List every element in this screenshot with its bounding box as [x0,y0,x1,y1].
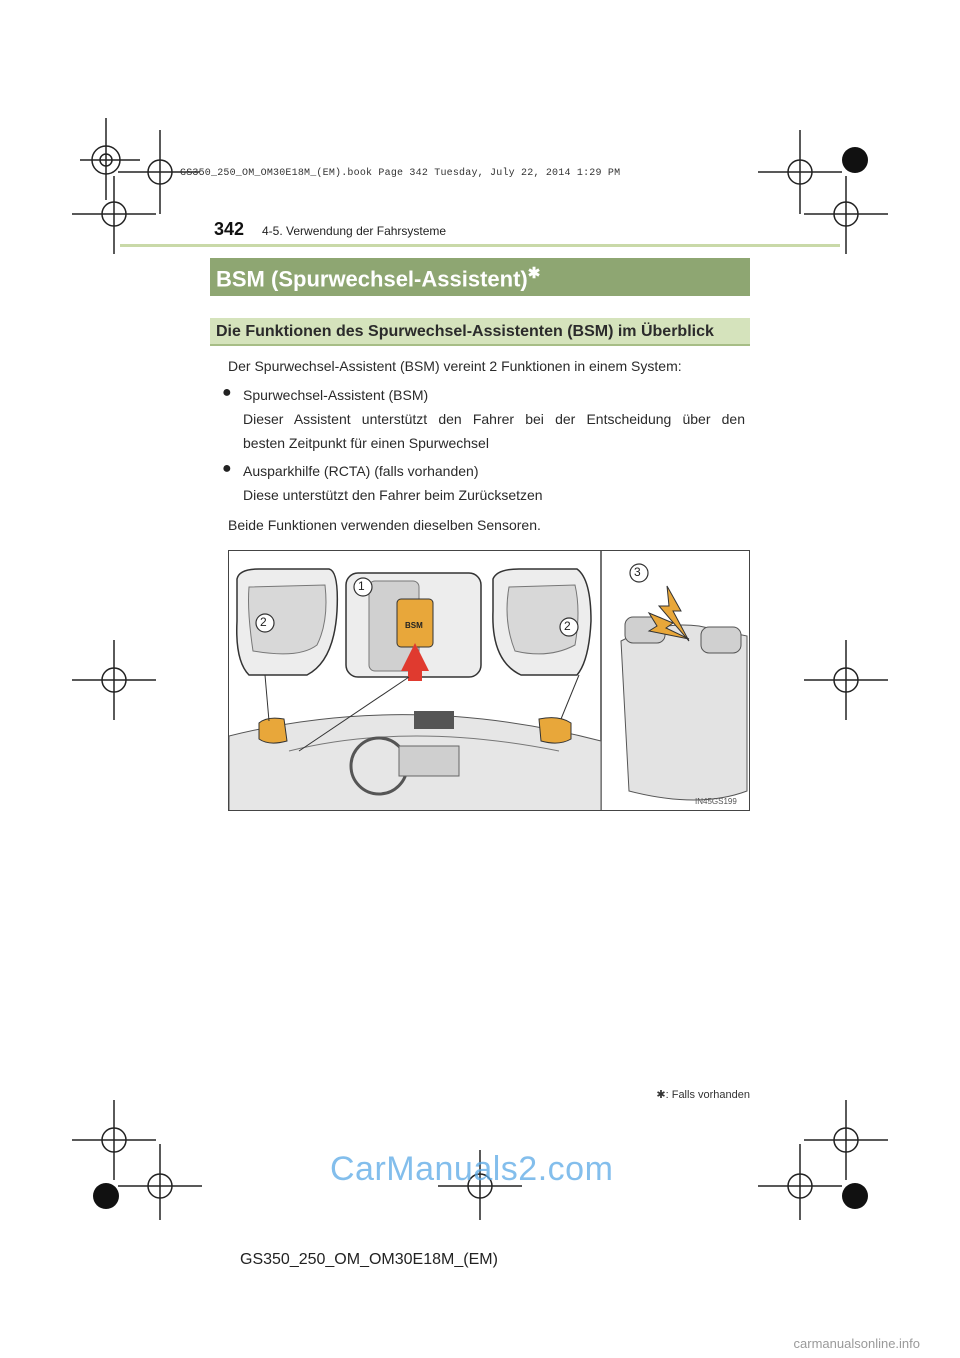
bullet-desc-rcta: Diese unterstützt den Fahrer beim Zurücksetzen [243,487,543,503]
callout-label: 1 [358,579,365,593]
image-code: IN45GS199 [695,797,737,806]
book-info-line: GS350_250_OM_OM30E18M_(EM).book Page 342 Tuesday, July 22, 2014 1:29 PM [180,168,621,179]
callout-label: 3 [634,565,641,579]
bullet-icon: ● [222,460,232,477]
registration-dot [842,1183,868,1209]
page-number: 342 [214,219,245,239]
bsm-illustration [228,550,750,811]
illustration-svg [229,551,750,811]
registration-dot [93,1183,119,1209]
headrest [701,627,741,653]
footnote-text: : Falls vorhanden [665,1089,750,1101]
section-title: 4-5. Verwendung der Fahrsysteme [262,224,447,238]
asterisk-icon: ✱ [527,265,541,282]
bullet-desc-bsm-line1: Dieser Assistent unterstützt den Fahrer bei der Entscheidung über den [243,411,745,427]
watermark-carmanuals: CarManuals2.com [330,1150,614,1188]
bullet-icon: ● [222,384,232,401]
registration-dot [842,147,868,173]
footer-code: GS350_250_OM_OM30E18M_(EM) [240,1251,498,1268]
page-title [216,264,540,292]
right-side-mirror [539,718,571,743]
callout-label: 2 [260,615,267,629]
header-rule [120,244,840,247]
bsm-switch-label: BSM [405,621,423,630]
asterisk-icon: ✱ [656,1089,666,1101]
footnote [656,1088,750,1101]
title-text: BSM (Spurwechsel-Assistent) [216,266,528,292]
left-side-mirror [259,718,287,743]
callout-label: 2 [564,619,571,633]
subheading: Die Funktionen des Spurwechsel-Assistenten (BSM) im Überblick [216,323,714,340]
bullet-label-bsm: Spurwechsel-Assistent (BSM) [243,387,429,403]
closing-text: Beide Funktionen verwenden dieselben Sensoren. [228,517,541,533]
intro-text: Der Spurwechsel-Assistent (BSM) vereint 2 Funktionen in einem System: [228,358,682,374]
bullet-label-rcta: Ausparkhilfe (RCTA) (falls vorhanden) [243,463,479,479]
bullet-desc-bsm-line2: besten Zeitpunkt für einen Spurwechsel [243,435,489,451]
watermark-site: carmanualsonline.info [793,1336,920,1351]
